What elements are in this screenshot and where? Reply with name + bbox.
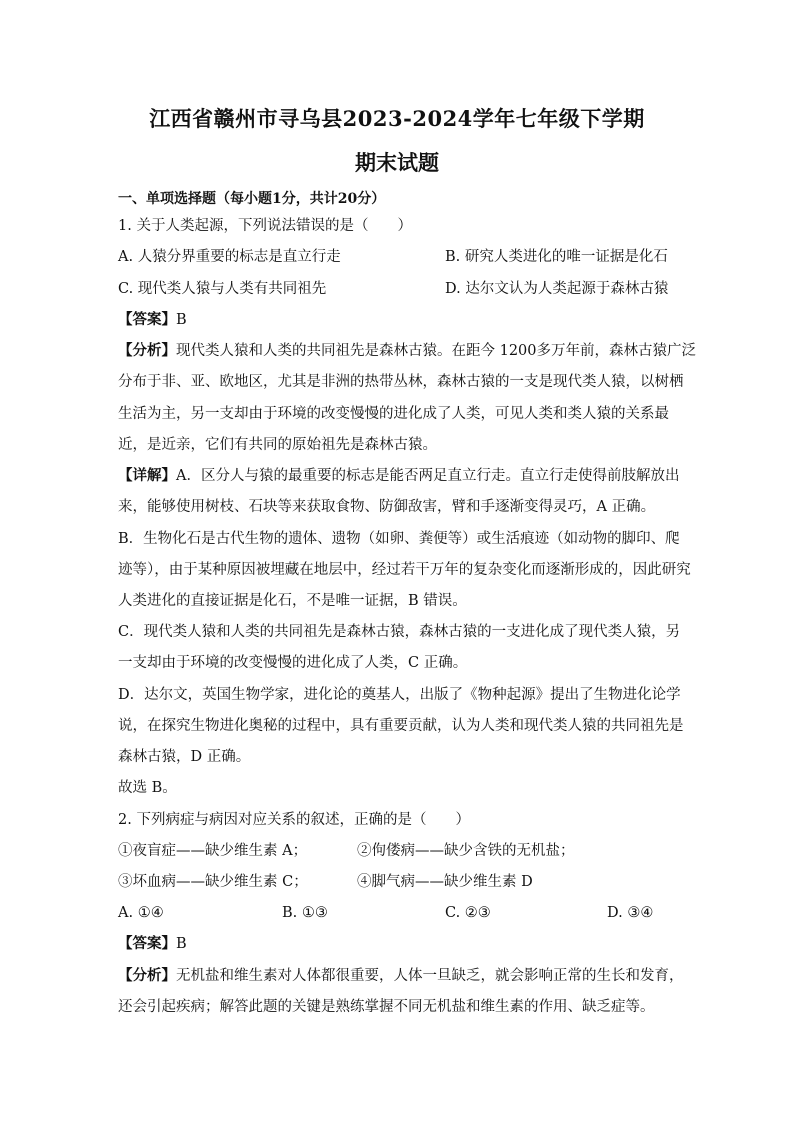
- q2-item-3: ③坏血病——缺少维生素 C；: [118, 874, 308, 890]
- detail-tag: 【详解】: [118, 467, 176, 484]
- q1-detail-line: 一支却由于环境的改变慢慢的进化成了人类，C 正确。: [118, 655, 468, 671]
- analysis-text: 现代类人猿和人类的共同祖先是森林古猿。在距今 1200多万年前，森林古猿广泛: [176, 343, 697, 359]
- q1-detail-line: B．生物化石是古代生物的遗体、遗物（如卵、粪便等）或生活痕迹（如动物的脚印、爬: [118, 531, 680, 547]
- q2-option-a: A. ①④: [118, 905, 164, 921]
- q1-stem: 1. 关于人类起源，下列说法错误的是（ ）: [118, 218, 412, 234]
- q1-answer: [118, 310, 187, 330]
- analysis-tag: 【分析】: [118, 967, 176, 984]
- q1-option-d: D. 达尔文认为人类起源于森林古猿: [445, 281, 669, 297]
- q2-analysis-line: [118, 966, 684, 986]
- page-title: 江西省赣州市寻乌县2023-2024学年七年级下学期: [149, 106, 645, 131]
- q1-detail-line: 来，能够使用树枝、石块等来获取食物、防御敌害，臂和手逐渐变得灵巧，A 正确。: [118, 499, 656, 515]
- answer-value: B: [176, 312, 187, 328]
- q2-stem: 2. 下列病症与病因对应关系的叙述，正确的是（ ）: [118, 812, 470, 828]
- analysis-tag: 【分析】: [118, 342, 176, 359]
- q1-option-c: C. 现代类人猿与人类有共同祖先: [118, 281, 327, 297]
- q2-analysis-line: 还会引起疾病；解答此题的关键是熟练掌握不同无机盐和维生素的作用、缺乏症等。: [118, 999, 655, 1015]
- q1-detail-line: C．现代类人猿和人类的共同祖先是森林古猿，森林古猿的一支进化成了现代类人猿，另: [118, 624, 681, 640]
- answer-value: B: [176, 936, 187, 952]
- q1-detail-line: 迹等），由于某种原因被埋藏在地层中，经过若干万年的复杂变化而逐渐形成的，因此研究: [118, 562, 691, 578]
- q2-answer: [118, 934, 187, 954]
- q1-analysis-line: 近，是近亲，它们有共同的原始祖先是森林古猿。: [118, 437, 437, 453]
- q2-option-c: C. ②③: [445, 905, 491, 921]
- q2-item-1: ①夜盲症——缺少维生素 A；: [118, 843, 308, 859]
- q2-item-2: ②佝偻病——缺少含铁的无机盐；: [357, 843, 575, 859]
- q1-analysis-line: [118, 341, 696, 361]
- q1-analysis-line: 分布于非、亚、欧地区，尤其是非洲的热带丛林，森林古猿的一支是现代类人猿，以树栖: [118, 374, 684, 390]
- q2-option-d: D. ③④: [607, 905, 654, 921]
- q2-item-4: ④脚气病——缺少维生素 D: [357, 874, 533, 890]
- q1-detail-line: [118, 466, 679, 486]
- page-subtitle: 期末试题: [355, 150, 439, 175]
- q1-detail-line: D．达尔文，英国生物学家，进化论的奠基人，出版了《物种起源》提出了生物进化论学: [118, 687, 681, 703]
- q1-detail-line: 说，在探究生物进化奥秘的过程中，具有重要贡献，认为人类和现代类人猿的共同祖先是: [118, 718, 684, 734]
- q2-option-b: B. ①③: [282, 905, 328, 921]
- detail-text: A．区分人与猿的最重要的标志是能否两足直立行走。直立行走使得前肢解放出: [176, 468, 680, 484]
- q1-option-a: A. 人猿分界重要的标志是直立行走: [118, 249, 341, 265]
- q1-analysis-line: 生活为主，另一支却由于环境的改变慢慢的进化成了人类，可见人类和类人猿的关系最: [118, 406, 669, 422]
- answer-tag: 【答案】: [118, 935, 176, 952]
- analysis-text: 无机盐和维生素对人体都很重要，人体一旦缺乏，就会影响正常的生长和发育，: [176, 968, 684, 984]
- q1-detail-line: 森林古猿，D 正确。: [118, 749, 251, 765]
- answer-tag: 【答案】: [118, 311, 176, 328]
- q1-option-b: B. 研究人类进化的唯一证据是化石: [445, 249, 668, 265]
- q1-conclusion: 故选 B。: [118, 780, 177, 796]
- q1-detail-line: 人类进化的直接证据是化石，不是唯一证据，B 错误。: [118, 593, 467, 609]
- section-heading: 一、单项选择题（每小题1分，共计20分）: [118, 191, 386, 207]
